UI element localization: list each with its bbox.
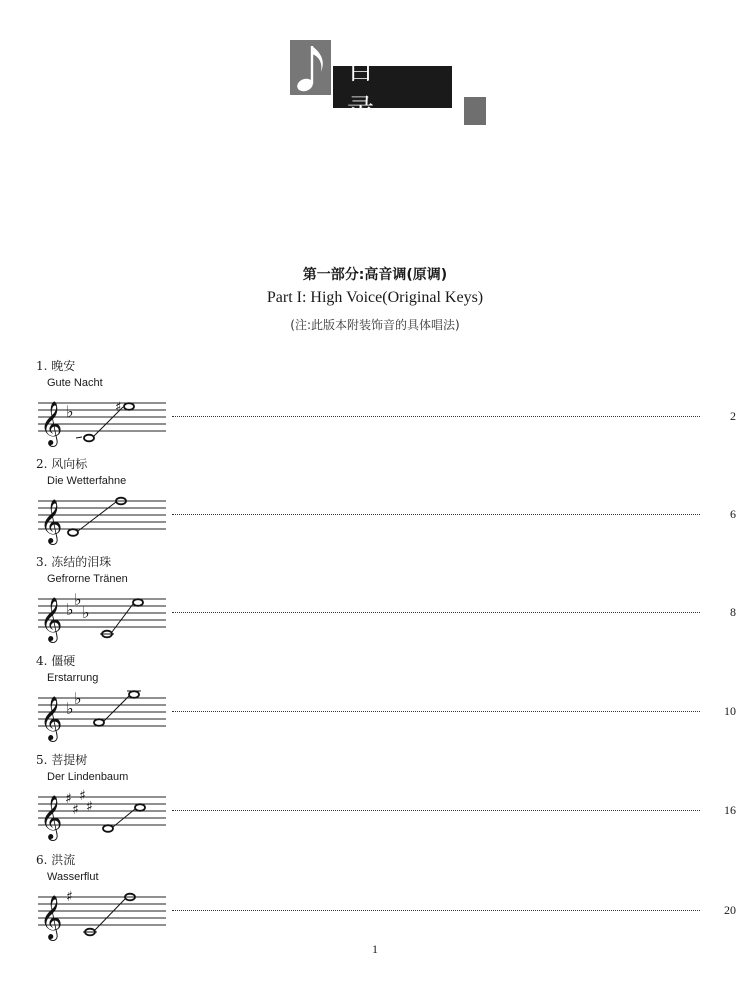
svg-text:♭: ♭	[66, 600, 74, 619]
svg-text:♯: ♯	[66, 889, 73, 905]
entry-title-de: Der Lindenbaum	[47, 771, 129, 783]
leader-dots	[172, 416, 700, 417]
music-staff-icon	[36, 393, 176, 449]
entry-title-de: Die Wetterfahne	[47, 475, 127, 487]
svg-text:𝄞: 𝄞	[40, 795, 63, 839]
entry-title-cn: 3. 冻结的泪珠	[36, 555, 112, 569]
toc-entry[interactable]	[36, 553, 736, 651]
svg-text:𝄞: 𝄞	[40, 597, 63, 641]
footer-page-number: 1	[372, 942, 378, 956]
toc-entry[interactable]	[36, 851, 736, 949]
section-note: (注:此版本附装饰音的具体唱法)	[290, 318, 460, 332]
leader-dots	[172, 612, 700, 613]
svg-text:♭: ♭	[66, 402, 74, 421]
leader-dots	[172, 910, 700, 911]
svg-text:𝄞: 𝄞	[40, 696, 63, 740]
entry-title-cn: 2. 风向标	[36, 457, 88, 471]
entry-title-de: Erstarrung	[47, 672, 99, 684]
leader-dots	[172, 514, 700, 515]
music-staff-icon	[36, 491, 176, 547]
music-staff-icon	[36, 787, 176, 843]
entry-title-cn: 1. 晚安	[36, 359, 76, 373]
section-title-en: Part I: High Voice(Original Keys)	[266, 289, 484, 306]
toc-entry[interactable]	[36, 357, 736, 455]
svg-text:♭: ♭	[74, 590, 82, 609]
music-note-badge	[290, 40, 331, 95]
leader-dots	[172, 810, 700, 811]
svg-text:𝄞: 𝄞	[40, 895, 63, 939]
svg-text:♯: ♯	[86, 799, 93, 815]
toc-entry[interactable]	[36, 455, 736, 553]
page-number: 20	[724, 903, 736, 917]
svg-text:♭: ♭	[82, 603, 90, 622]
page-number: 10	[724, 704, 736, 718]
section-title-cn: 第一部分:高音调(原调)	[302, 267, 448, 283]
music-staff-icon	[36, 589, 176, 645]
entry-title-de: Wasserflut	[47, 871, 99, 883]
svg-text:♭: ♭	[66, 699, 74, 718]
entry-title-cn: 5. 菩提树	[36, 753, 88, 767]
entry-title-de: Gute Nacht	[47, 377, 103, 389]
page-number: 2	[730, 409, 736, 423]
decorative-square	[464, 97, 486, 125]
toc-entry[interactable]	[36, 652, 736, 750]
svg-text:𝄞: 𝄞	[40, 499, 63, 543]
entry-title-cn: 4. 僵硬	[36, 654, 76, 668]
toc-entry[interactable]	[36, 751, 736, 849]
svg-text:♯: ♯	[65, 791, 72, 807]
music-staff-icon	[36, 887, 176, 943]
svg-text:♭: ♭	[74, 689, 82, 708]
music-staff-icon	[36, 688, 176, 744]
page-number: 16	[724, 803, 736, 817]
svg-text:♯: ♯	[72, 802, 79, 818]
page-number: 6	[730, 507, 736, 521]
svg-text:♯: ♯	[79, 788, 86, 804]
leader-dots	[172, 711, 700, 712]
entry-title-cn: 6. 洪流	[36, 853, 76, 867]
eighth-note-icon	[290, 40, 331, 95]
svg-text:♯: ♯	[115, 400, 122, 415]
entry-title-de: Gefrorne Tränen	[47, 573, 128, 585]
svg-text:𝄞: 𝄞	[40, 401, 63, 445]
page-title: 目 录	[333, 66, 452, 108]
page-number: 8	[730, 605, 736, 619]
